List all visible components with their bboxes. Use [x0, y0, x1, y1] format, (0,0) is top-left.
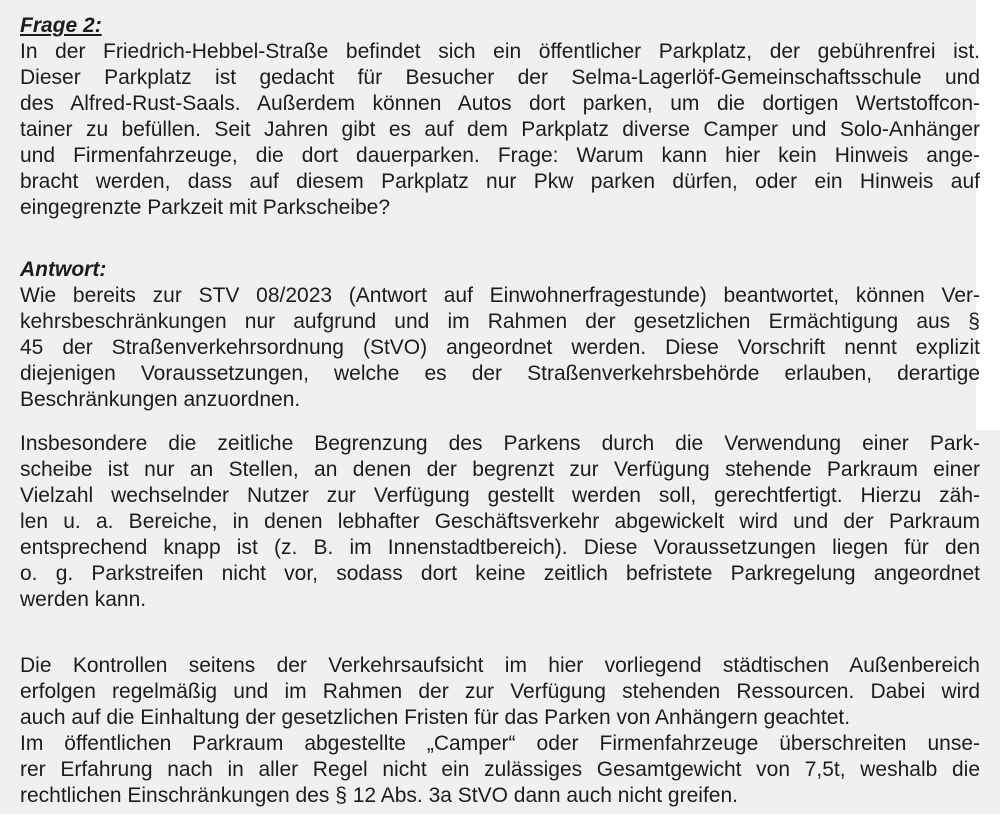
- answer-line: Beschränkungen anzuordnen.: [20, 388, 301, 411]
- answer-paragraph-3: [20, 653, 980, 809]
- answer-line: werden kann.: [20, 588, 147, 611]
- question-line: tainer zu befüllen. Seit Jahren gibt es auf dem Parkplatz diverse Camper und Solo-Anhänger: [20, 118, 980, 141]
- answer-line: Vielzahl wechselnder Nutzer zur Verfügung gestellt werden soll, gerechtfertigt. Hierzu zäh-: [20, 484, 980, 507]
- page-edge-bottom: [0, 814, 1000, 824]
- question-line: Dieser Parkplatz ist gedacht für Besucher der Selma-Lagerlöf-Gemeinschaftsschule und: [20, 66, 980, 89]
- question-line: des Alfred-Rust-Saals. Außerdem können Autos dort parken, um die dortigen Wertstoffcon-: [20, 92, 980, 115]
- question-line: In der Friedrich-Hebbel-Straße befindet sich ein öffentlicher Parkplatz, der gebührenfrei ist.: [20, 40, 980, 63]
- answer-line: entsprechend knapp ist (z. B. im Innenstadtbereich). Diese Voraussetzungen liegen für den: [20, 536, 980, 559]
- answer-line: auch auf die Einhaltung der gesetzlichen Fristen für das Parken von Anhängern geachtet.: [20, 706, 851, 729]
- answer-line: scheibe ist nur an Stellen, an denen der begrenzt zur Verfügung stehende Parkraum einer: [20, 458, 980, 481]
- answer-line: erfolgen regelmäßig und im Rahmen der zur Verfügung stehenden Ressourcen. Dabei wird: [20, 680, 980, 703]
- question-line: bracht werden, dass auf diesem Parkplatz nur Pkw parken dürfen, oder ein Hinweis auf: [20, 170, 980, 193]
- answer-paragraph-2: [20, 431, 980, 613]
- answer-line: 45 der Straßenverkehrsordnung (StVO) angeordnet werden. Diese Vorschrift nennt explizit: [20, 336, 980, 359]
- question-text: [20, 39, 980, 221]
- answer-line: Im öffentlichen Parkraum abgestellte „Camper“ oder Firmenfahrzeuge überschreiten unse-: [20, 732, 980, 755]
- question-line: eingegrenzte Parkzeit mit Parkscheibe?: [20, 196, 391, 219]
- answer-paragraph-1: [20, 283, 980, 413]
- answer-line: rer Erfahrung nach in aller Regel nicht ein zulässiges Gesamtgewicht von 7,5t, weshalb die: [20, 758, 980, 781]
- answer-line: diejenigen Voraussetzungen, welche es der Straßenverkehrsbehörde erlauben, derartige: [20, 362, 980, 385]
- question-line: und Firmenfahrzeuge, die dort dauerparken. Frage: Warum kann hier kein Hinweis ange-: [20, 144, 980, 167]
- answer-line: rechtlichen Einschränkungen des § 12 Abs. 3a StVO dann auch nicht greifen.: [20, 784, 738, 807]
- answer-heading: Antwort:: [20, 258, 107, 281]
- answer-line: Die Kontrollen seitens der Verkehrsaufsicht im hier vorliegend städtischen Außenbereich: [20, 654, 980, 677]
- answer-line: o. g. Parkstreifen nicht vor, sodass dort keine zeitlich befristete Parkregelung angeordnet: [20, 562, 980, 585]
- answer-line: Wie bereits zur STV 08/2023 (Antwort auf Einwohnerfragestunde) beantwortet, können Ver-: [20, 284, 980, 307]
- question-heading: Frage 2:: [20, 14, 102, 37]
- answer-line: len u. a. Bereiche, in denen lebhafter Geschäftsverkehr abgewickelt wird und der Parkraum: [20, 510, 980, 533]
- answer-line: Insbesondere die zeitliche Begrenzung des Parkens durch die Verwendung einer Park-: [20, 432, 980, 455]
- answer-line: kehrsbeschränkungen nur aufgrund und im Rahmen der gesetzlichen Ermächtigung aus §: [20, 310, 980, 333]
